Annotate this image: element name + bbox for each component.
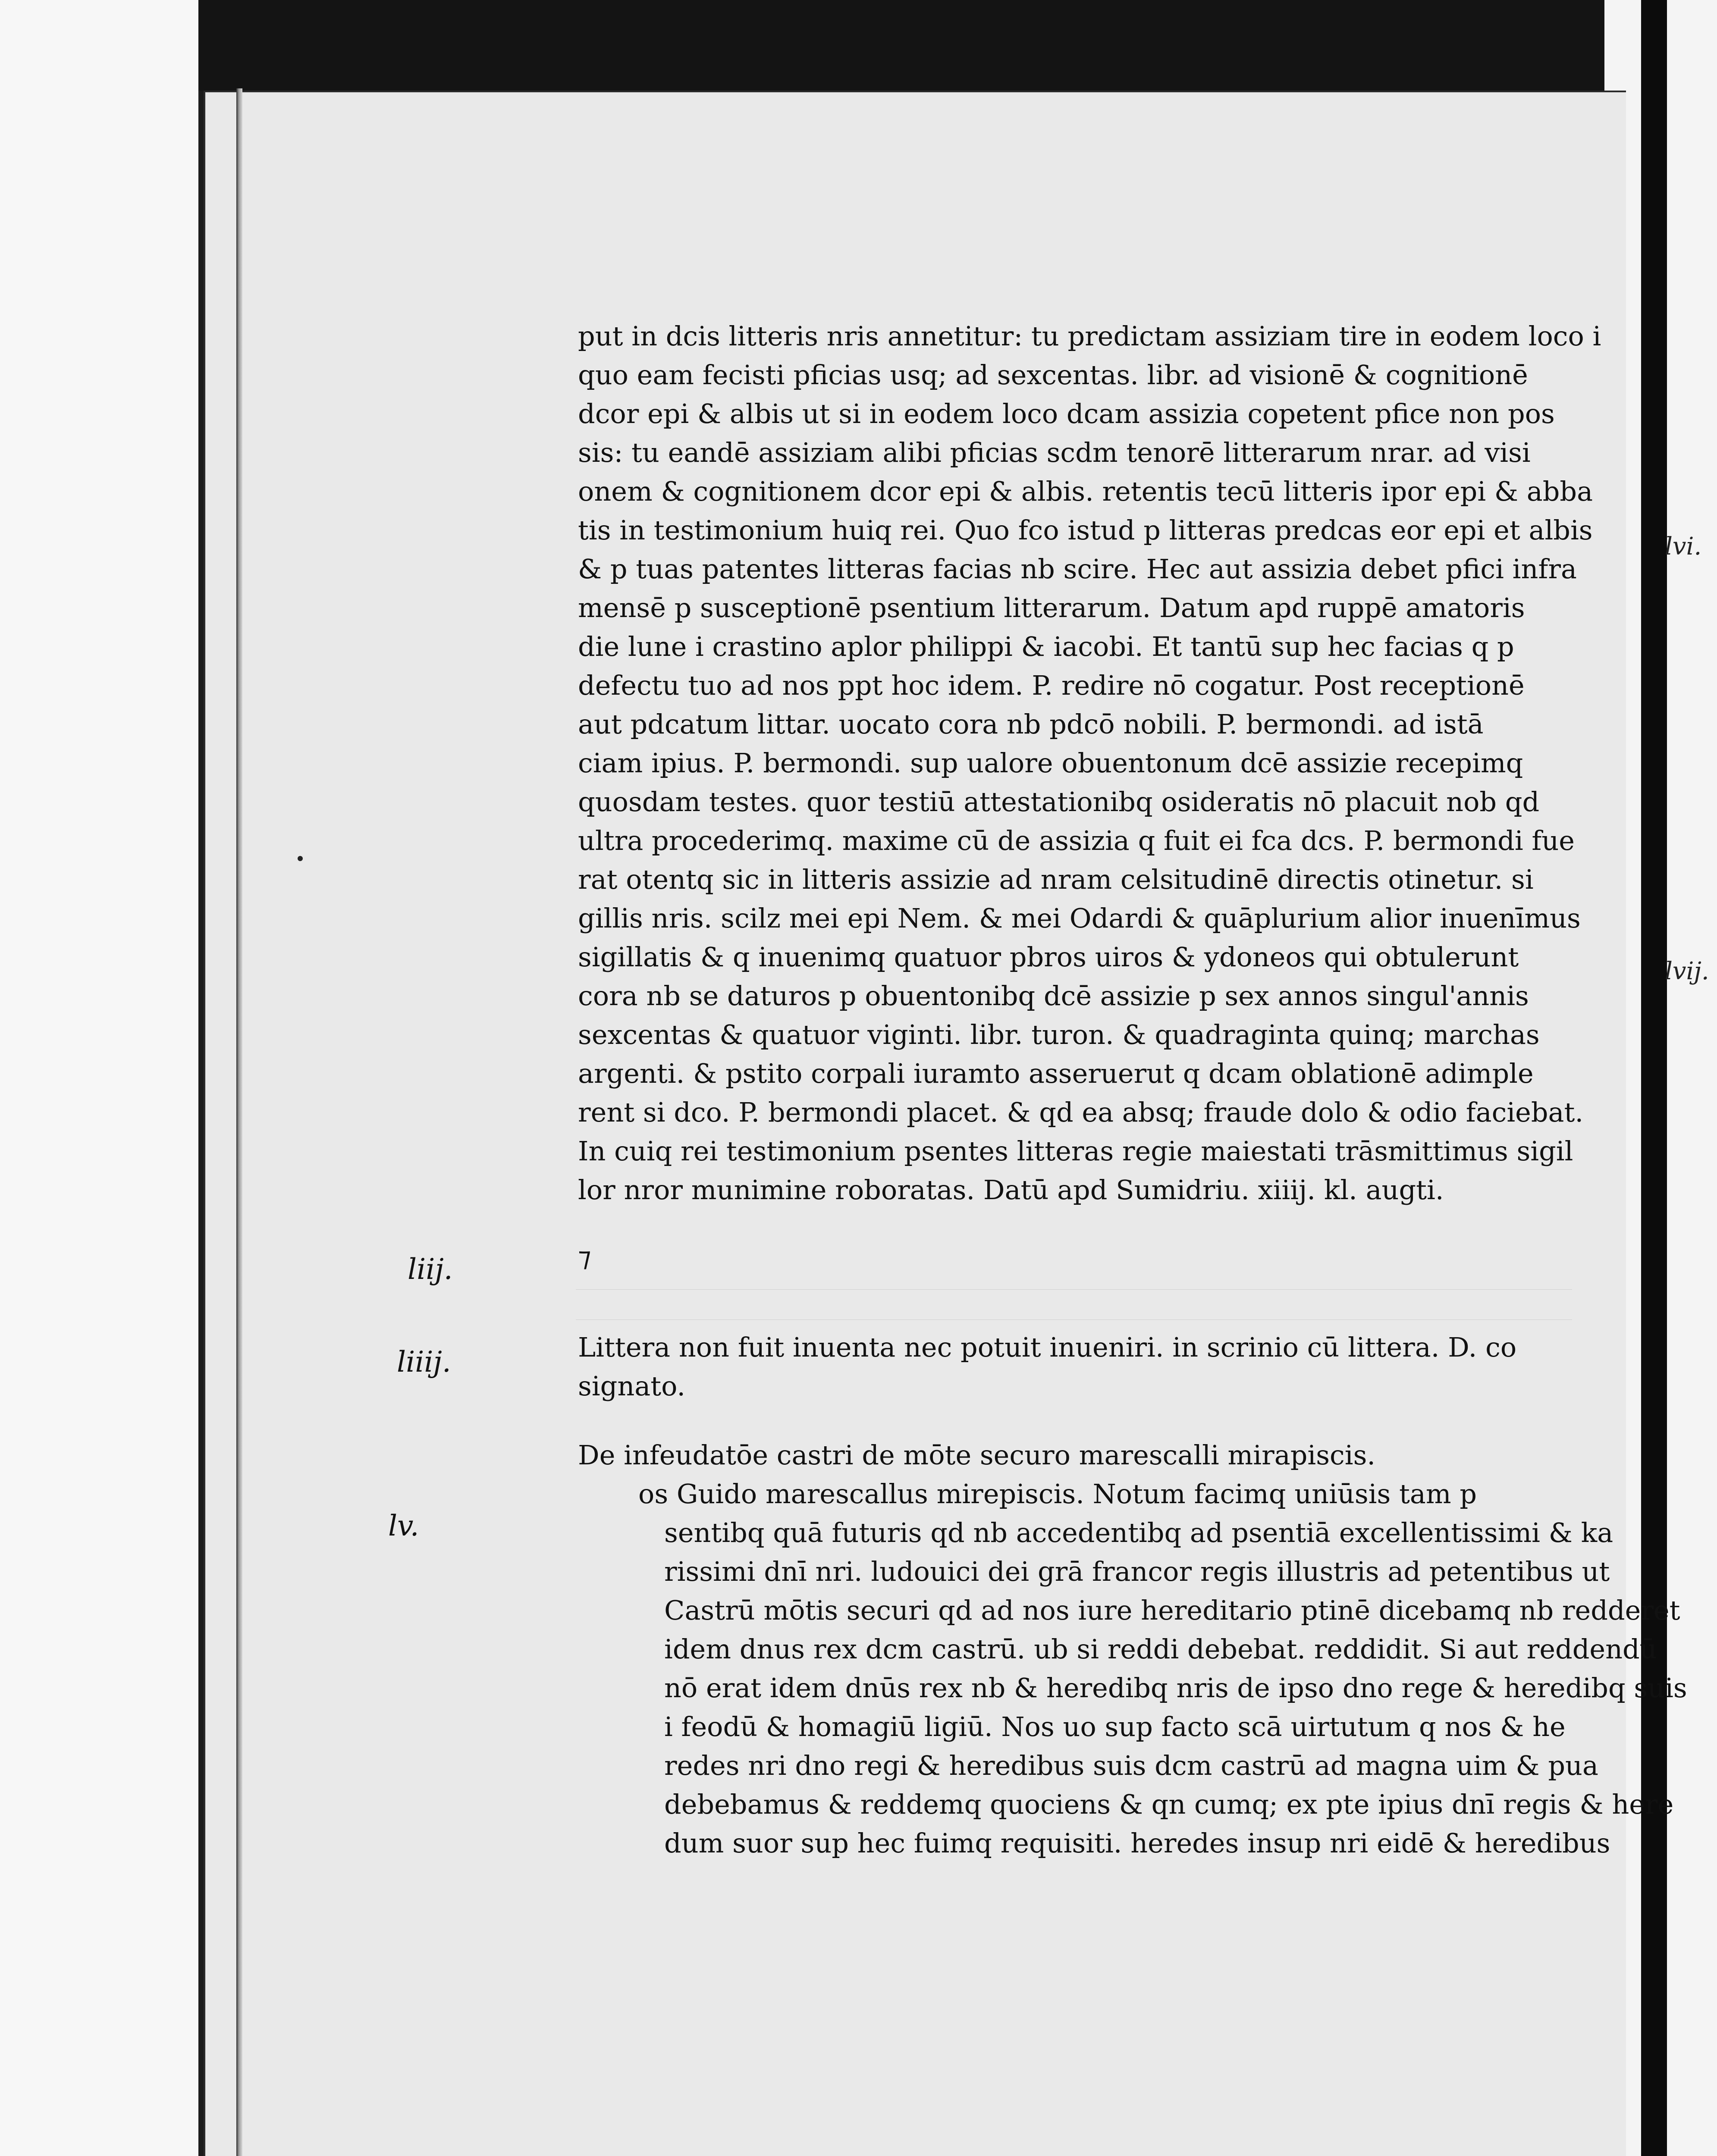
text-line: sexcentas & quatuor viginti. libr. turon. & quadraginta quinq; marchas: [578, 1019, 1540, 1050]
ruling-line: [576, 1289, 1572, 1290]
binding-strip: [1641, 0, 1667, 2156]
marginal-number: liij.: [408, 1253, 453, 1286]
text-line: Littera non fuit inuenta nec potuit inueniri. in scrinio cū littera. D. co: [578, 1332, 1517, 1363]
text-line: redes nri dno regi & heredibus suis dcm castrū ad magna uim & pua: [664, 1750, 1598, 1781]
text-line: Castrū mōtis securi qd ad nos iure hereditario ptinē dicebamq nb redderet: [664, 1595, 1680, 1626]
neighbor-note: lvi.: [1665, 533, 1702, 561]
text-line: dcor epi & albis ut si in eodem loco dcam assizia copetent pfice non pos: [578, 398, 1555, 429]
text-line: die lune i crastino aplor philippi & iacobi. Et tantū sup hec facias q p: [578, 631, 1514, 662]
neighbor-page-notes: [1665, 0, 1712, 2156]
neighbor-note: lvij.: [1665, 957, 1709, 985]
text-line: quosdam testes. quor testiū attestationibq osideratis nō placuit nob qd: [578, 786, 1540, 818]
text-line: quo eam fecisti pficias usq; ad sexcentas. libr. ad visionē & cognitionē: [578, 359, 1528, 391]
text-line: defectu tuo ad nos ppt hoc idem. P. redire nō cogatur. Post receptionē: [578, 670, 1525, 701]
text-line: sentibq quā futuris qd nb accedentibq ad psentiā excellentissimi & ka: [664, 1517, 1613, 1548]
text-line: idem dnus rex dcm castrū. ub si reddi debebat. reddidit. Si aut reddendū: [664, 1633, 1657, 1665]
rubric: De infeudatōe castri de mōte securo marescalli mirapiscis.: [578, 1439, 1376, 1471]
text-line: cora nb se daturos p obuentonibq dcē assizie p sex annos singul'annis: [578, 980, 1529, 1012]
text-line: dum suor sup hec fuimq requisiti. heredes insup nri eidē & heredibus: [664, 1827, 1610, 1859]
text-line: onem & cognitionem dcor epi & albis. retentis tecū litteris ipor epi & abba: [578, 476, 1593, 507]
marginal-number: liiij.: [397, 1345, 451, 1379]
text-line: i feodū & homagiū ligiū. Nos uo sup facto scā uirtutum q nos & he: [664, 1711, 1566, 1742]
text-line: signato.: [578, 1370, 686, 1402]
note-mark: ⁊: [578, 1241, 591, 1272]
text-line: os Guido marescallus mirepiscis. Notum facimq uniūsis tam p: [638, 1478, 1477, 1510]
left-background: [0, 0, 198, 2156]
marginal-number: lv.: [388, 1509, 419, 1542]
text-line: gillis nris. scilz mei epi Nem. & mei Odardi & quāplurium alior inuenīmus: [578, 903, 1581, 934]
text-line: sigillatis & q inuenimq quatuor pbros uiros & ydoneos qui obtulerunt: [578, 941, 1519, 973]
text-line: & p tuas patentes litteras facias nb scire. Hec aut assizia debet pfici infra: [578, 553, 1577, 585]
text-line: put in dcis litteris nris annetitur: tu predictam assiziam tire in eodem loco i: [578, 320, 1601, 352]
text-line: tis in testimonium huiq rei. Quo fco istud p litteras predcas eor epi et albis: [578, 514, 1593, 546]
text-line: sis: tu eandē assiziam alibi pficias scdm tenorē litterarum nrar. ad visi: [578, 437, 1531, 468]
text-line: rat otentq sic in litteris assizie ad nram celsitudinē directis otinetur. si: [578, 864, 1534, 895]
text-line: debebamus & reddemq quociens & qn cumq; ex pte ipius dnī regis & here: [664, 1789, 1674, 1820]
paragraph-1: [578, 317, 1601, 1210]
ruling-line: [576, 1319, 1572, 1320]
text-line: argenti. & pstito corpali iuramto asseruerut q dcam oblationē adimple: [578, 1058, 1534, 1089]
lacuna-note: [578, 1328, 1570, 1406]
text-line: nō erat idem dnūs rex nb & heredibq nris de ipso dno rege & heredibq suis: [664, 1672, 1687, 1704]
text-line: ultra procederimq. maxime cū de assizia q fuit ei fca dcs. P. bermondi fue: [578, 825, 1575, 856]
text-line: ciam ipius. P. bermondi. sup ualore obuentonum dcē assizie recepimq: [578, 747, 1523, 779]
text-line: rent si dco. P. bermondi placet. & qd ea absq; fraude dolo & odio faciebat.: [578, 1097, 1584, 1128]
text-line: lor nror munimine roboratas. Datū apd Sumidriu. xiiij. kl. augti.: [578, 1174, 1444, 1206]
paragraph-2: [578, 1436, 1687, 1863]
text-line: rissimi dnī nri. ludouici dei grā francor regis illustris ad petentibus ut: [664, 1556, 1610, 1587]
text-line: aut pdcatum littar. uocato cora nb pdcō nobili. P. bermondi. ad istā: [578, 708, 1484, 740]
text-line: In cuiq rei testimonium psentes litteras regie maiestati trāsmittimus sigil: [578, 1135, 1573, 1167]
ink-spot: [298, 856, 303, 861]
text-line: mensē p susceptionē psentium litterarum. Datum apd ruppē amatoris: [578, 592, 1525, 624]
page-edge: [236, 88, 242, 2156]
note-mark-block: [578, 1238, 1570, 1276]
